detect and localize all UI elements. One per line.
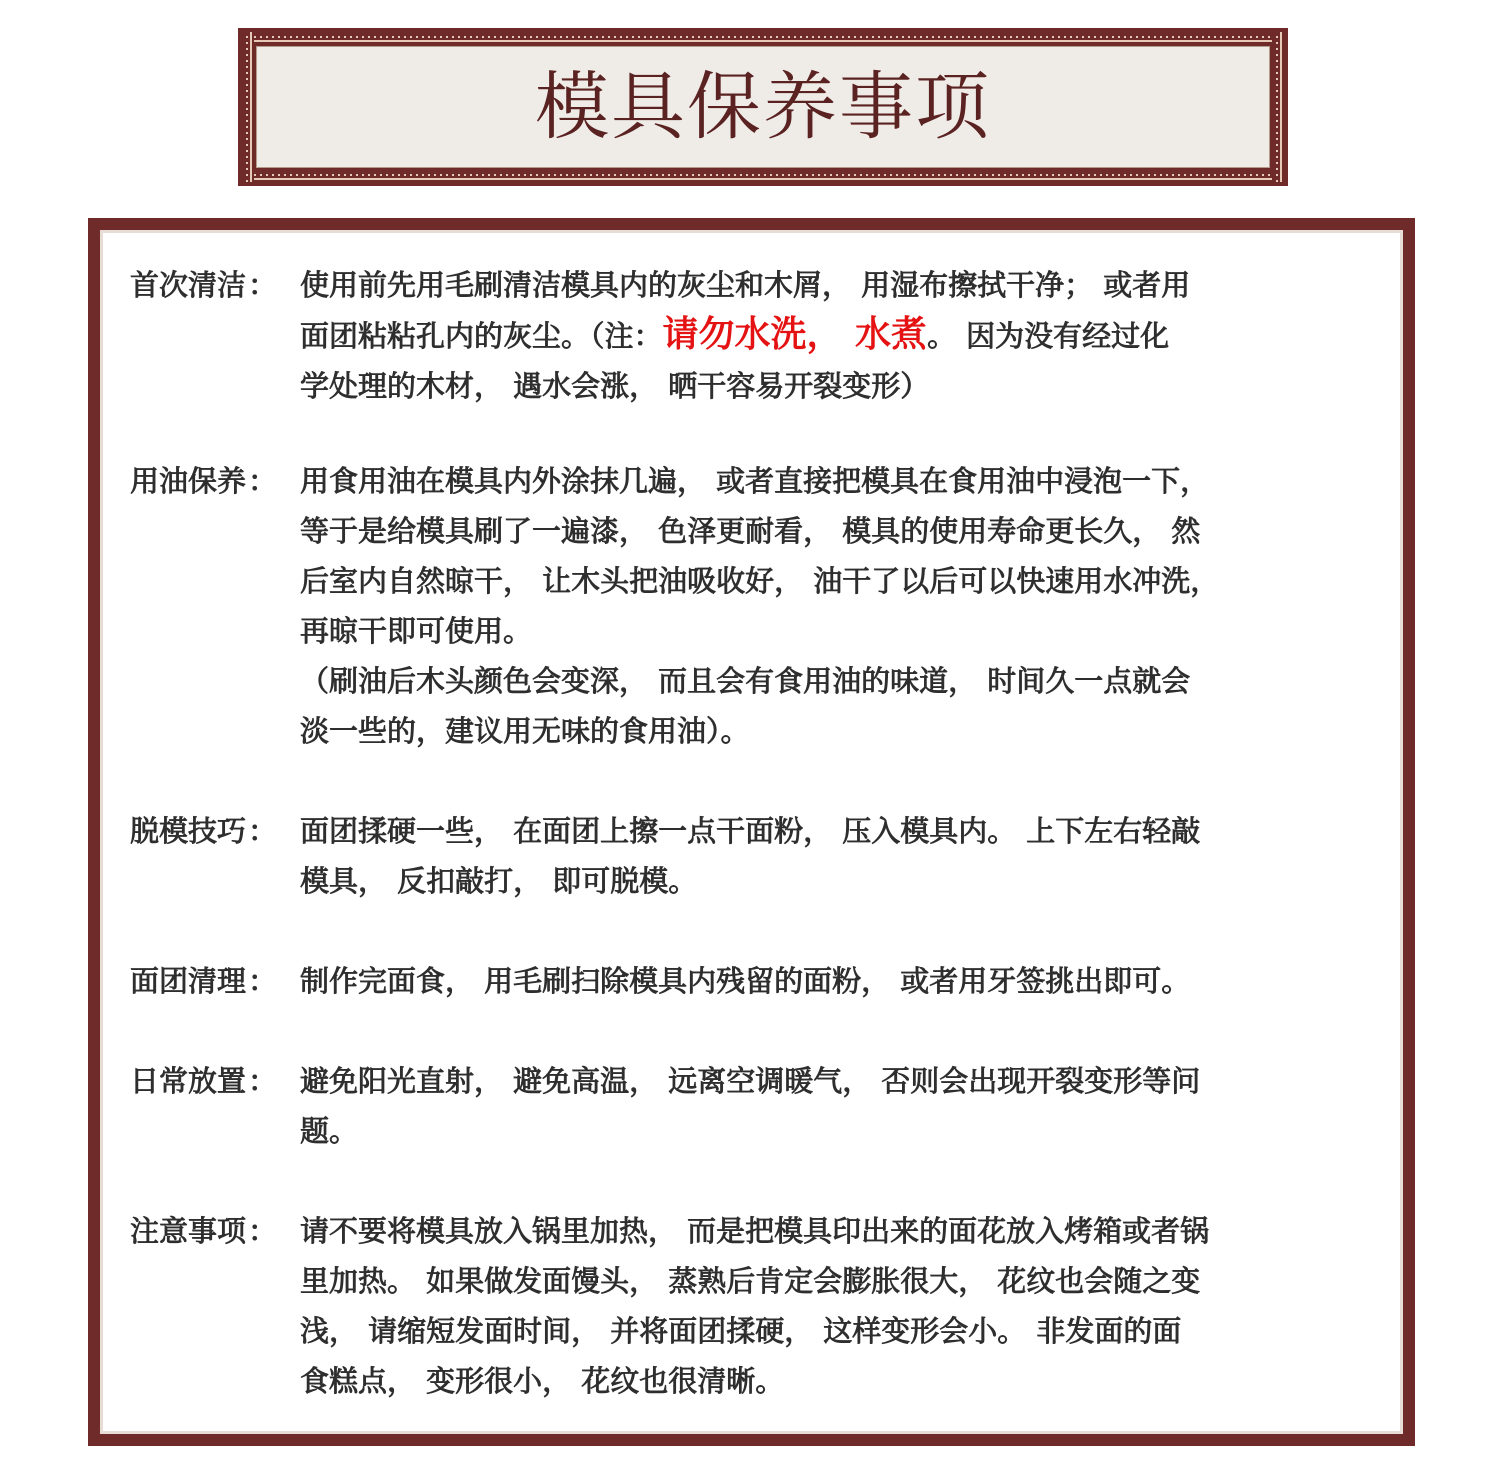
banner-inner [256, 46, 1270, 168]
fret-border-top [242, 32, 1284, 44]
section-body [300, 456, 1380, 756]
fret-border-left [242, 32, 254, 182]
section-body [300, 806, 1380, 906]
section-line: 再晾干即可使用。 [300, 614, 533, 648]
section-line: 制作完面食， 用毛刷扫除模具内残留的面粉， 或者用牙签挑出即可。 [300, 964, 1191, 998]
section-line: 等于是给模具刷了一遍漆， 色泽更耐看， 模具的使用寿命更长久， 然 [300, 514, 1201, 548]
section-line-part: 。 因为没有经过化 [927, 319, 1170, 353]
section-body [300, 1206, 1380, 1406]
section-label [130, 956, 302, 1006]
section-line: 学处理的木材， 遇水会涨， 晒干容易开裂变形） [300, 369, 930, 403]
section-line: （刷油后木头颜色会变深， 而且会有食用油的味道， 时间久一点就会 [300, 664, 1191, 698]
section-label [130, 806, 302, 856]
fret-border-bottom [242, 170, 1284, 182]
section-label-colon: ： [248, 1214, 278, 1248]
section-line: 避免阳光直射， 避免高温， 远离空调暖气， 否则会出现开裂变形等问 [300, 1064, 1201, 1098]
section-label [130, 260, 302, 310]
section-label-text: 首次清洁 [130, 268, 247, 302]
sections-container [100, 230, 1403, 1434]
section-label-text: 脱模技巧 [130, 814, 247, 848]
page-title: 模具保养事项 [535, 64, 991, 150]
section-line [300, 310, 1380, 361]
section-line: 请不要将模具放入锅里加热， 而是把模具印出来的面花放入烤箱或者锅 [300, 1214, 1210, 1248]
section-line: 里加热。 如果做发面馒头， 蒸熟后肯定会膨胀很大， 花纹也会随之变 [300, 1264, 1201, 1298]
section-line: 浅， 请缩短发面时间， 并将面团揉硬， 这样变形会小。 非发面的面 [300, 1314, 1182, 1348]
title-banner [238, 28, 1288, 186]
section-label-colon: ： [248, 964, 278, 998]
fret-border-right [1272, 32, 1284, 182]
section-label-colon: ： [248, 464, 278, 498]
section-label-colon: ： [248, 268, 278, 302]
section-label [130, 1206, 302, 1256]
section-label-text: 用油保养 [130, 464, 247, 498]
section-label-text: 面团清理 [130, 964, 247, 998]
section-line: 后室内自然晾干， 让木头把油吸收好， 油干了以后可以快速用水冲洗， [300, 564, 1220, 598]
section-line-part: 面团粘粘孔内的灰尘。（注： [300, 319, 663, 353]
section-line: 题。 [300, 1114, 359, 1148]
section-line: 用食用油在模具内外涂抹几遍， 或者直接把模具在食用油中浸泡一下， [300, 464, 1210, 498]
section-body [300, 1056, 1380, 1156]
care-instructions-panel [88, 218, 1415, 1446]
section-label-colon: ： [248, 814, 278, 848]
warning-text: 请勿水洗， 水煮 [662, 314, 928, 355]
section-line: 模具， 反扣敲打， 即可脱模。 [300, 864, 698, 898]
section-body [300, 956, 1380, 1006]
section-line: 面团揉硬一些， 在面团上擦一点干面粉， 压入模具内。 上下左右轻敲 [300, 814, 1201, 848]
section-label [130, 1056, 302, 1106]
section-label-text: 日常放置 [130, 1064, 247, 1098]
section-line: 食糕点， 变形很小， 花纹也很清晰。 [300, 1364, 785, 1398]
section-line: 淡一些的，建议用无味的食用油）。 [300, 714, 750, 748]
section-label-text: 注意事项 [130, 1214, 247, 1248]
section-line: 使用前先用毛刷清洁模具内的灰尘和木屑， 用湿布擦拭干净； 或者用 [300, 268, 1191, 302]
section-label-colon: ： [248, 1064, 278, 1098]
section-label [130, 456, 302, 506]
section-body [300, 260, 1380, 411]
